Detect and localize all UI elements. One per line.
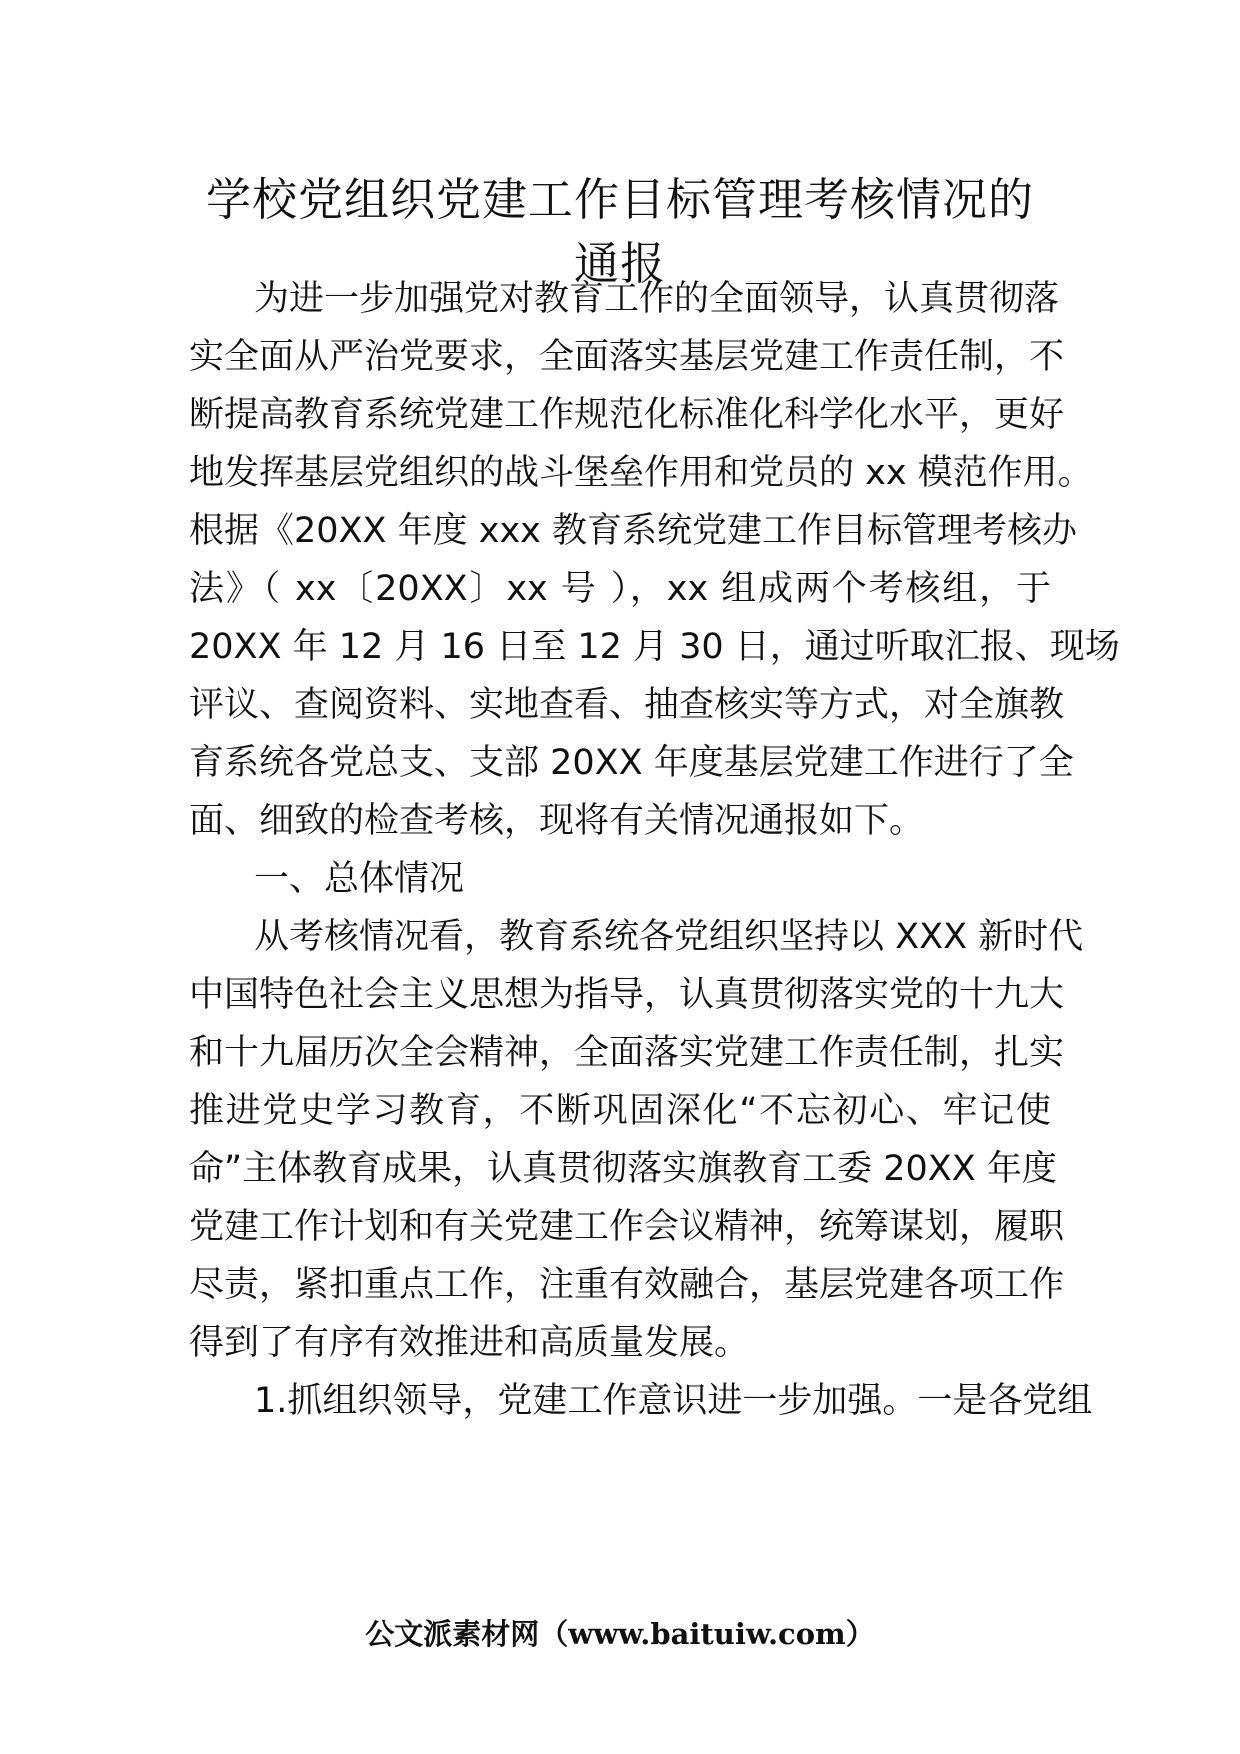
paragraph-line: 地发挥基层党组织的战斗堡垒作用和党员的 xx 模范作用。	[189, 453, 1093, 493]
document-title-line-1: 学校党组织党建工作目标管理考核情况的	[205, 173, 1034, 226]
paragraph-line: 断提高教育系统党建工作规范化标准化科学化水平，更好	[189, 395, 1065, 435]
page-footer: 公文派素材网（www.baituiw.com）	[365, 1617, 875, 1651]
paragraph-line: 命”主体教育成果，认真贯彻落实旗教育工委 20XX 年度	[189, 1149, 1057, 1189]
document-title-line-2: 通报	[573, 237, 666, 290]
paragraph-line: 中国特色社会主义思想为指导，认真贯彻落实党的十九大	[189, 975, 1065, 1015]
section-heading: 一、总体情况	[254, 859, 465, 899]
paragraph-line: 面、细致的检查考核，现将有关情况通报如下。	[189, 801, 925, 841]
paragraph-line: 党建工作计划和有关党建工作会议精神，统筹谋划，履职	[189, 1207, 1065, 1247]
paragraph-line: 从考核情况看，教育系统各党组织坚持以 XXX 新时代	[254, 917, 1084, 957]
paragraph-line: 和十九届历次全会精神，全面落实党建工作责任制，扎实	[189, 1033, 1065, 1073]
paragraph-line: 推进党史学习教育，不断巩固深化“不忘初心、牢记使	[189, 1091, 1051, 1131]
paragraph-line: 20XX 年 12 月 16 日至 12 月 30 日，通过听取汇报、现场	[189, 627, 1120, 667]
paragraph-line: 根据《20XX 年度 xxx 教育系统党建工作目标管理考核办	[189, 511, 1078, 551]
paragraph-line: 法》（ xx〔20XX〕xx 号 ），xx 组成两个考核组，于	[189, 569, 1051, 609]
paragraph-line: 尽责，紧扣重点工作，注重有效融合，基层党建各项工作	[189, 1265, 1065, 1305]
paragraph-line: 为进一步加强党对教育工作的全面领导，认真贯彻落	[254, 279, 1060, 319]
paragraph-line: 育系统各党总支、支部 20XX 年度基层党建工作进行了全	[189, 743, 1074, 783]
paragraph-line: 得到了有序有效推进和高质量发展。	[189, 1323, 750, 1363]
paragraph-line: 1.抓组织领导，党建工作意识进一步加强。一是各党组	[254, 1381, 1093, 1421]
paragraph-line: 实全面从严治党要求，全面落实基层党建工作责任制，不	[189, 337, 1065, 377]
paragraph-line: 评议、查阅资料、实地查看、抽查核实等方式，对全旗教	[189, 685, 1065, 725]
